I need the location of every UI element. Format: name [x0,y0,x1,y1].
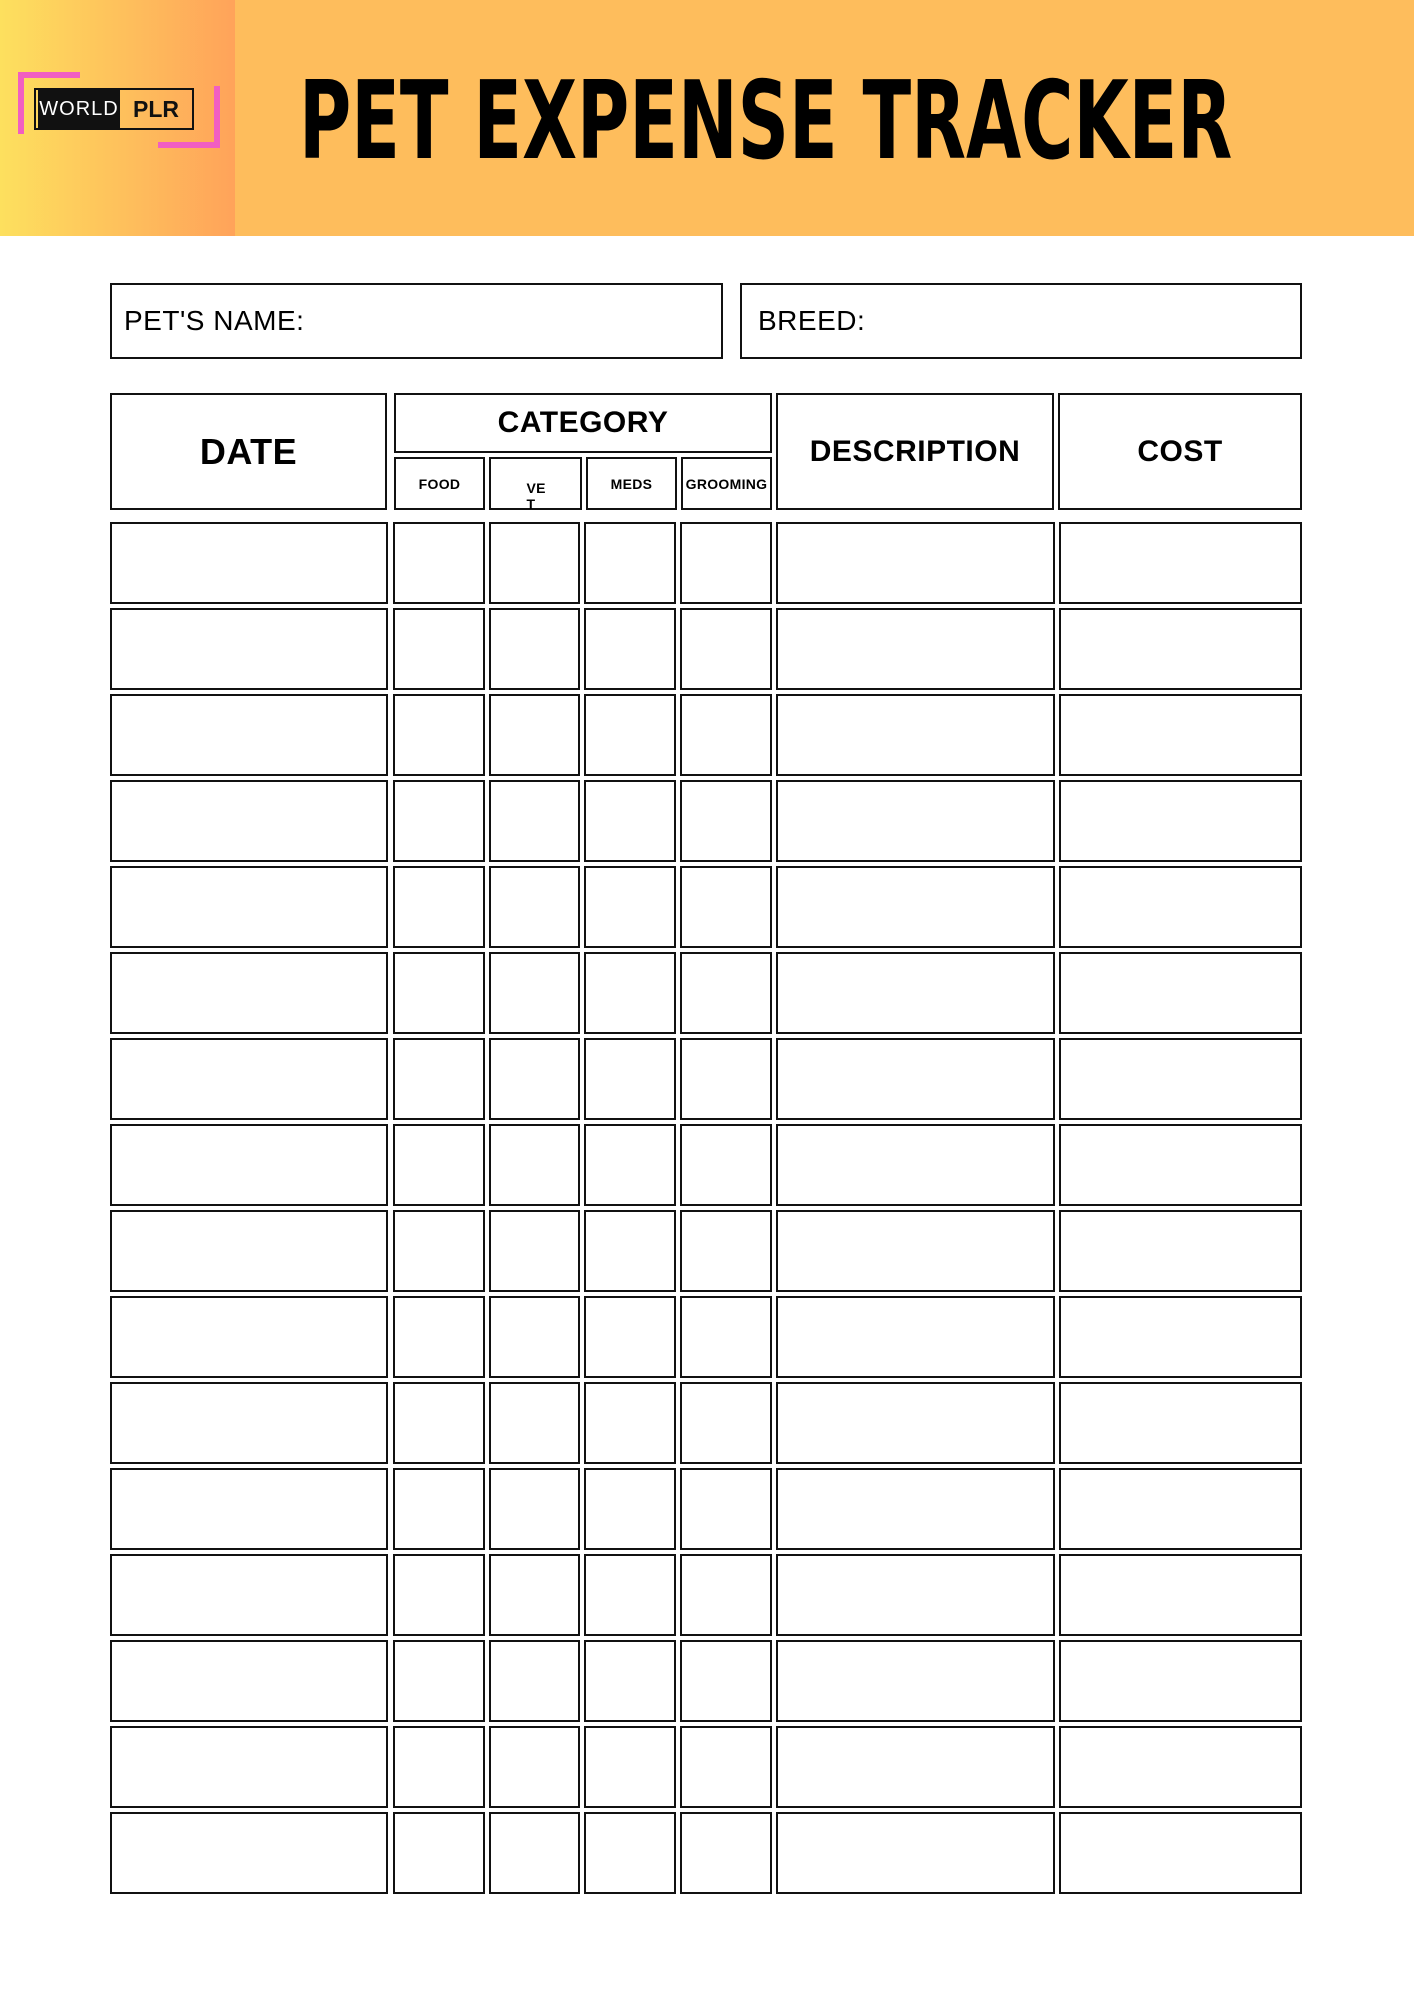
date-cell[interactable] [110,1210,388,1292]
food-cell[interactable] [393,1726,485,1808]
cost-cell[interactable] [1059,1554,1302,1636]
grooming-cell[interactable] [680,1124,772,1206]
pet-name-field[interactable] [110,283,723,359]
meds-cell[interactable] [584,1210,676,1292]
meds-cell[interactable] [584,1124,676,1206]
vet-cell[interactable] [489,952,580,1034]
grooming-cell[interactable] [680,522,772,604]
food-cell[interactable] [393,1468,485,1550]
food-cell[interactable] [393,608,485,690]
logo [34,88,194,130]
meds-cell[interactable] [584,694,676,776]
category-vet-header [489,457,582,510]
cost-cell[interactable] [1059,1124,1302,1206]
meds-cell[interactable] [584,866,676,948]
cost-cell[interactable] [1059,866,1302,948]
cost-cell[interactable] [1059,522,1302,604]
logo-word-plr: PLR [133,95,179,122]
pet-name-label: PET'S NAME: [124,305,305,336]
meds-cell[interactable] [584,608,676,690]
date-header-label: DATE [199,430,298,472]
description-cell[interactable] [776,1812,1055,1894]
category-food-header [394,457,485,510]
vet-cell[interactable] [489,866,580,948]
date-cell[interactable] [110,1468,388,1550]
grooming-cell[interactable] [680,1468,772,1550]
vet-cell[interactable] [489,1296,580,1378]
food-cell[interactable] [393,694,485,776]
vet-cell[interactable] [489,1038,580,1120]
meds-cell[interactable] [584,1382,676,1464]
description-cell[interactable] [776,694,1055,776]
vet-cell[interactable] [489,1468,580,1550]
cost-header [1058,393,1302,510]
grooming-cell[interactable] [680,1554,772,1636]
grooming-cell[interactable] [680,866,772,948]
meds-cell[interactable] [584,952,676,1034]
description-cell[interactable] [776,1382,1055,1464]
vet-cell[interactable] [489,1640,580,1722]
vet-cell[interactable] [489,1726,580,1808]
date-cell[interactable] [110,522,388,604]
description-cell[interactable] [776,1124,1055,1206]
grooming-cell[interactable] [680,694,772,776]
vet-cell[interactable] [489,694,580,776]
cost-cell[interactable] [1059,1812,1302,1894]
meds-cell[interactable] [584,1554,676,1636]
food-cell[interactable] [393,1296,485,1378]
date-cell[interactable] [110,694,388,776]
food-cell[interactable] [393,1640,485,1722]
cost-cell[interactable] [1059,608,1302,690]
logo-block [0,0,235,236]
category-meds-header [586,457,677,510]
description-cell[interactable] [776,1468,1055,1550]
food-cell[interactable] [393,1124,485,1206]
grooming-cell[interactable] [680,1640,772,1722]
page-title: PET EXPENSE TRACKER [299,59,1233,184]
grooming-cell[interactable] [680,1038,772,1120]
description-cell[interactable] [776,1554,1055,1636]
date-cell[interactable] [110,866,388,948]
meds-cell[interactable] [584,1812,676,1894]
date-cell[interactable] [110,1554,388,1636]
category-grooming-header [681,457,772,510]
date-cell[interactable] [110,1640,388,1722]
cost-cell[interactable] [1059,1210,1302,1292]
cost-cell[interactable] [1059,1296,1302,1378]
date-cell[interactable] [110,1726,388,1808]
date-cell[interactable] [110,1038,388,1120]
date-cell[interactable] [110,1296,388,1378]
meds-cell[interactable] [584,522,676,604]
date-cell[interactable] [110,1382,388,1464]
food-cell[interactable] [393,1812,485,1894]
meds-cell[interactable] [584,1468,676,1550]
description-cell[interactable] [776,1726,1055,1808]
vet-cell[interactable] [489,780,580,862]
date-cell[interactable] [110,780,388,862]
cost-cell[interactable] [1059,1468,1302,1550]
meds-cell[interactable] [584,1038,676,1120]
description-cell[interactable] [776,1296,1055,1378]
date-cell[interactable] [110,608,388,690]
grooming-cell[interactable] [680,1210,772,1292]
vet-cell[interactable] [489,1124,580,1206]
category-header [394,393,772,453]
meds-cell[interactable] [584,1640,676,1722]
date-cell[interactable] [110,1812,388,1894]
breed-label: BREED: [758,305,866,336]
grooming-cell[interactable] [680,1296,772,1378]
date-header [110,393,387,510]
cost-cell[interactable] [1059,694,1302,776]
breed-field[interactable] [740,283,1302,359]
meds-cell[interactable] [584,780,676,862]
category-meds-label: MEDS [610,475,653,492]
food-cell[interactable] [393,1382,485,1464]
grooming-cell[interactable] [680,952,772,1034]
food-cell[interactable] [393,522,485,604]
category-grooming-label: GROOMING [685,475,768,492]
description-cell[interactable] [776,608,1055,690]
description-cell[interactable] [776,866,1055,948]
food-cell[interactable] [393,1210,485,1292]
category-vet-label: VET [526,480,546,512]
vet-cell[interactable] [489,1812,580,1894]
category-header-label: CATEGORY [497,406,669,439]
description-cell[interactable] [776,780,1055,862]
date-cell[interactable] [110,1124,388,1206]
description-cell[interactable] [776,1038,1055,1120]
grooming-cell[interactable] [680,1382,772,1464]
cost-cell[interactable] [1059,952,1302,1034]
vet-cell[interactable] [489,1554,580,1636]
food-cell[interactable] [393,1554,485,1636]
vet-cell[interactable] [489,1210,580,1292]
description-cell[interactable] [776,1210,1055,1292]
cost-cell[interactable] [1059,1038,1302,1120]
category-food-label: FOOD [418,475,461,492]
description-cell[interactable] [776,1640,1055,1722]
food-cell[interactable] [393,952,485,1034]
food-cell[interactable] [393,780,485,862]
cost-cell[interactable] [1059,780,1302,862]
grooming-cell[interactable] [680,608,772,690]
meds-cell[interactable] [584,1296,676,1378]
vet-cell[interactable] [489,608,580,690]
meds-cell[interactable] [584,1726,676,1808]
cost-cell[interactable] [1059,1726,1302,1808]
cost-cell[interactable] [1059,1640,1302,1722]
description-header-label: DESCRIPTION [809,434,1021,468]
grooming-cell[interactable] [680,1726,772,1808]
vet-cell[interactable] [489,1382,580,1464]
cost-cell[interactable] [1059,1382,1302,1464]
description-cell[interactable] [776,522,1055,604]
date-cell[interactable] [110,952,388,1034]
cost-header-label: COST [1137,434,1223,468]
description-cell[interactable] [776,952,1055,1034]
grooming-cell[interactable] [680,780,772,862]
vet-cell[interactable] [489,522,580,604]
description-header [776,393,1054,510]
logo-word-world: WORLD [38,90,120,128]
food-cell[interactable] [393,866,485,948]
grooming-cell[interactable] [680,1812,772,1894]
food-cell[interactable] [393,1038,485,1120]
